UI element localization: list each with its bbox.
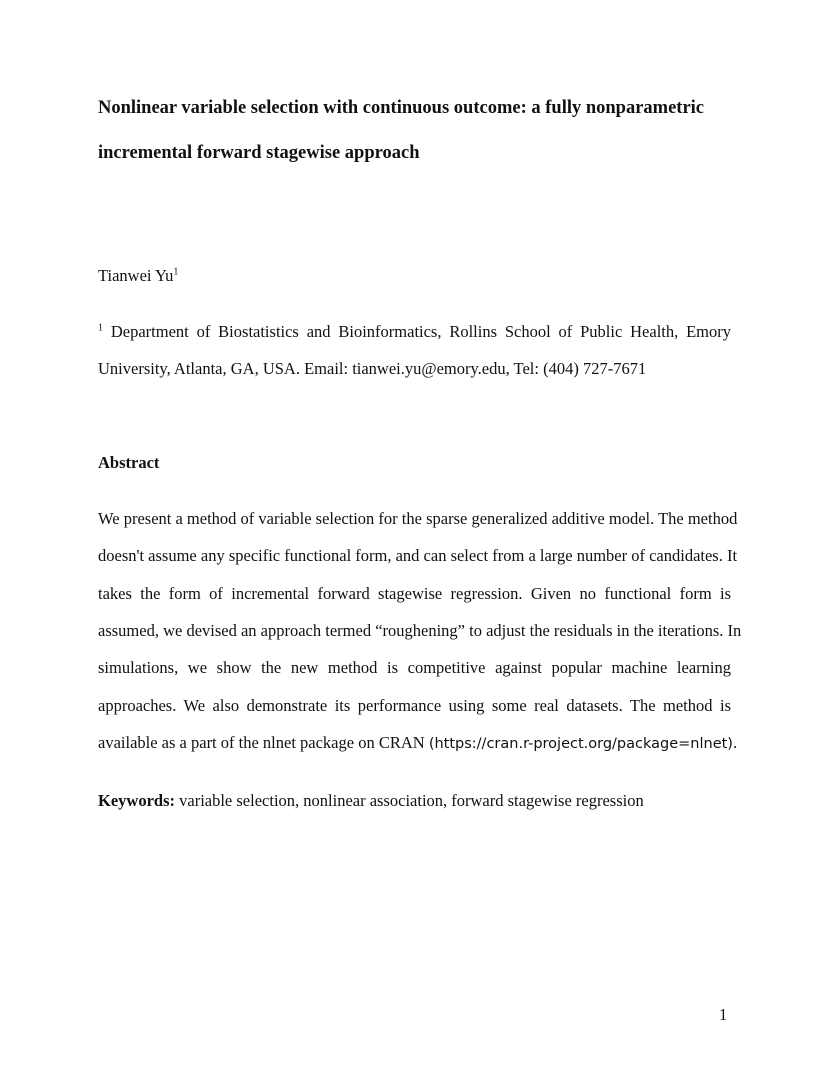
affiliation-line-2: University, Atlanta, GA, USA. Email: tianwei.yu@emory.edu, Tel: (404) 727-7671 — [98, 359, 647, 378]
affiliation-text: Department of Biostatistics and Bioinformatics, Rollins School of Public Health, Emory — [110, 322, 731, 341]
affiliation-marker: 1 — [98, 322, 103, 334]
page-number: 1 — [719, 1005, 728, 1024]
affiliation-line-1 — [98, 322, 731, 342]
abstract-heading: Abstract — [98, 453, 160, 472]
abstract-last-line-period: . — [732, 733, 738, 752]
abstract-line: approaches. We also demonstrate its performance using some real datasets. The method is — [98, 696, 731, 715]
cran-url: (https://cran.r-project.org/package=nlnet) — [428, 736, 733, 752]
abstract-line: doesn't assume any specific functional form, and can select from a large number of candidates. It — [98, 546, 738, 565]
author-superscript: 1 — [173, 266, 179, 278]
abstract-last-line-text: available as a part of the nlnet package on CRAN — [98, 733, 429, 752]
abstract-line: assumed, we devised an approach termed “roughening” to adjust the residuals in the iterations. In — [98, 621, 742, 640]
abstract-line: takes the form of incremental forward stagewise regression. Given no functional form is — [98, 584, 731, 603]
abstract-last-line — [98, 733, 738, 754]
abstract-line: simulations, we show the new method is competitive against popular machine learning — [98, 658, 731, 677]
paper-title-line-1: Nonlinear variable selection with continuous outcome: a fully nonparametric — [98, 98, 705, 118]
author — [98, 266, 178, 286]
keywords-label: Keywords: — [98, 791, 175, 810]
paper-title-line-2: incremental forward stagewise approach — [98, 143, 420, 163]
abstract-line: We present a method of variable selection for the sparse generalized additive model. The method — [98, 509, 738, 528]
author-name: Tianwei Yu — [98, 266, 174, 285]
keywords — [98, 791, 644, 811]
keywords-text: variable selection, nonlinear association, forward stagewise regression — [175, 791, 644, 810]
